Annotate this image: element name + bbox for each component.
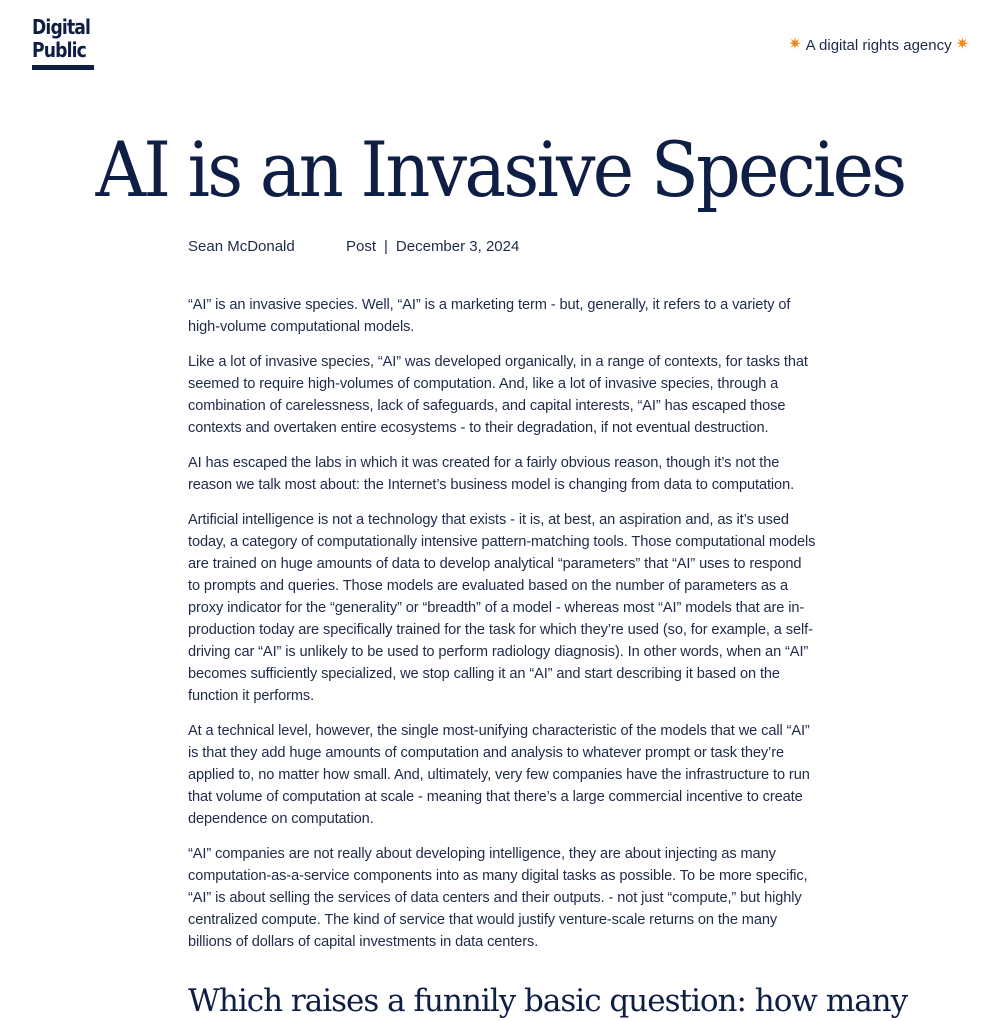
- article-body: [188, 294, 908, 1021]
- orange-burst-icon: ✷: [788, 36, 802, 53]
- post-type: Post: [346, 238, 377, 255]
- logo-underline: [32, 65, 94, 70]
- paragraph: Like a lot of invasive species, “AI” was developed organically, in a range of contexts, for tasks that seemed to require high-volumes of computation. And, like a lot of invasive species, through a combination of carelessness, lack of safeguards, and capital interests, “AI” has escaped those contexts and overtaken entire ecosystems - to their degradation, if not eventual destruction.: [188, 354, 808, 436]
- paragraph: Artificial intelligence is not a technology that exists - it is, at best, an aspiration and, as it’s used today, a category of computationally intensive pattern-matching tools. Those computational models are trained on huge amounts of data to develop analytical “parameters” that “AI” uses to respond to prompts and queries. Those models are evaluated based on the number of parameters as a proxy indicator for the “generality” or “breadth” of a model - whereas most “AI” models that are in-production today are specifically trained for the task for which they’re used (so, for example, a self-driving car “AI” is unlikely to be used to perform radiology diagnosis). In other words, when an “AI” becomes sufficiently specialized, we stop calling it an “AI” and start describing it based on the function it performs.: [188, 512, 816, 704]
- header-tagline: [788, 36, 969, 54]
- author-name[interactable]: Sean McDonald: [188, 238, 295, 255]
- section-heading: Which raises a funnily basic question: how many: [188, 983, 908, 1019]
- logo-word-public: Public: [32, 38, 86, 62]
- article-title: AI is an Invasive Species: [95, 125, 905, 214]
- post-date: December 3, 2024: [395, 238, 520, 255]
- paragraph: “AI” is an invasive species. Well, “AI” is a marketing term - but, generally, it refers to a variety of high-volume computational models.: [188, 297, 791, 335]
- paragraph: At a technical level, however, the single most-unifying characteristic of the models that we call “AI” is that they add huge amounts of computation and analysis to whatever prompt or task they’re applied to, no matter how small. And, ultimately, very few companies have the infrastructure to run that volume of computation at scale - meaning that there’s a large commercial incentive to create dependence on computation.: [188, 723, 810, 827]
- tagline-text: A digital rights agency: [805, 36, 952, 54]
- paragraph: “AI” companies are not really about developing intelligence, they are about injecting as many computation-as-a-service components into as many digital tasks as possible. To be more specific, “AI” is about selling the services of data centers and their outputs. - not just “compute,” but highly centralized compute. The kind of service that would justify venture-scale returns on the many billions of dollars of capital investments in data centers.: [188, 846, 808, 950]
- orange-burst-icon: ✷: [955, 36, 969, 53]
- logo-word-digital: Digital: [32, 15, 91, 39]
- digital-public-logo[interactable]: [32, 16, 94, 70]
- article-meta: [188, 238, 519, 255]
- meta-separator: |: [384, 238, 388, 255]
- paragraph: AI has escaped the labs in which it was created for a fairly obvious reason, though it’s not the reason we talk most about: the Internet’s business model is changing from data to computation.: [188, 455, 795, 493]
